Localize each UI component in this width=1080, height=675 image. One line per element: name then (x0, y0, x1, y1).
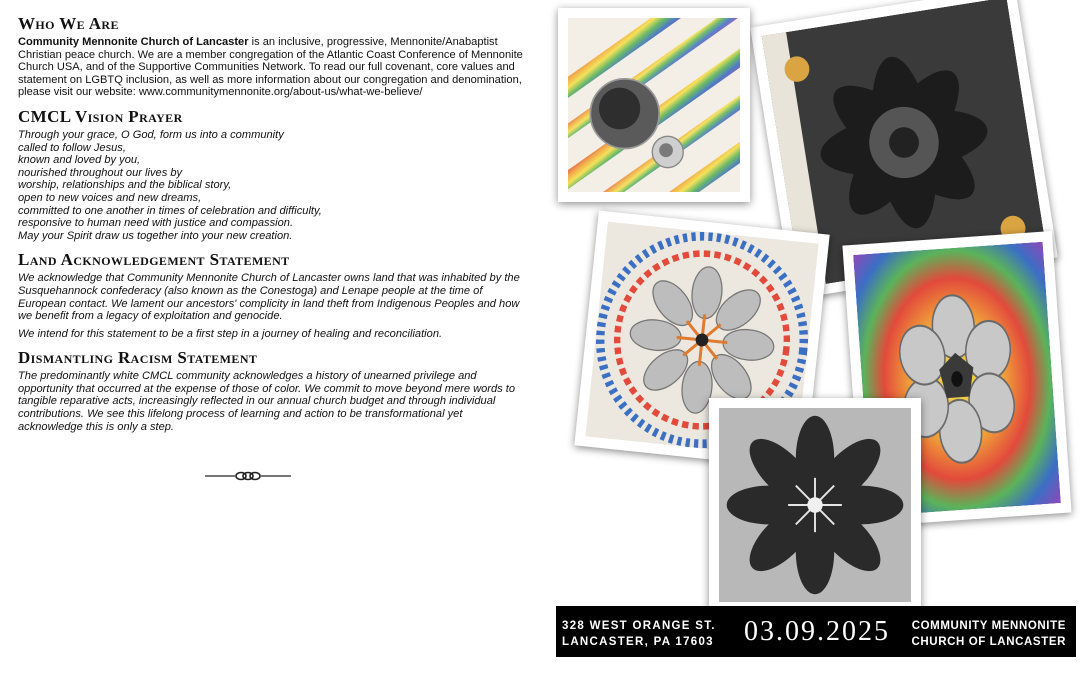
footer-band (556, 606, 1076, 657)
church-name-line-2: CHURCH OF LANCASTER (911, 636, 1066, 648)
prayer-line: known and loved by you, (18, 154, 141, 167)
vision-prayer-text (18, 129, 530, 242)
land-acknowledgement-text: We acknowledge that Community Mennonite Church of Lancaster owns land that was inhabited by the Susquehannock confederacy (also known as the Conestoga) and Lenape people at the time of European contact. We lament our ancestors' complicity in land theft from Indigenous Peoples and how we benefit from a legacy of exploitation and genocide. (18, 272, 520, 323)
address-line-2: LANCASTER, PA 17603 (562, 636, 714, 648)
dismantling-racism-heading: Dismantling Racism Statement (18, 348, 258, 368)
who-we-are-text (18, 36, 530, 99)
ornament-divider (205, 470, 291, 482)
service-date: 03.09.2025 (744, 616, 890, 647)
dark-star-image (719, 408, 911, 602)
prayer-line: committed to one another in times of celebration and difficulty, (18, 204, 322, 217)
prayer-line: responsive to human need with justice and compassion. (18, 217, 294, 230)
land-acknowledgement-heading: Land Acknowledgement Statement (18, 250, 290, 270)
prayer-line: May your Spirit draw us together into your new creation. (18, 229, 293, 242)
photo-rainbow-spheres (558, 8, 750, 202)
photo-dark-star (709, 398, 921, 612)
address-line-1: 328 WEST ORANGE ST. (562, 620, 716, 632)
text-column (18, 14, 530, 433)
prayer-line: worship, relationships and the biblical story, (18, 179, 232, 192)
vision-prayer-heading: CMCL Vision Prayer (18, 106, 183, 126)
prayer-line: nourished throughout our lives by (18, 166, 183, 179)
dismantling-racism-text: The predominantly white CMCL community acknowledges a history of unearned privilege and opportunity that occurred at the expense of those of color. We commit to move beyond mere words to tangible reparative acts, increasingly reflected in our annual church budget and through individual contributions. We see this lifelong process of learning and action to be transformational yet acknowledge this is only a step. (18, 370, 516, 433)
church-name-footer (911, 618, 1066, 650)
church-name-lead: Community Mennonite Church of Lancaster (18, 36, 249, 48)
who-we-are-heading: Who We Are (18, 14, 119, 33)
church-address (562, 618, 716, 650)
who-we-are-body: is an inclusive, progressive, Mennonite/Anabaptist Christian peace church. We are a member congregation of the Atlantic Coast Conference of Mennonite Church USA, and of the Supportive Communities Network. To read our full covenant, core values and statement on LGBTQ inclusion, as well as more information about our congregation and denomination, please visit our website: www.communitymennonite.org/about-us/what-we-believe/ (18, 36, 523, 99)
prayer-line: open to new voices and new dreams, (18, 191, 202, 204)
land-acknowledgement-closing: We intend for this statement to be a first step in a journey of healing and reconciliation. (18, 327, 443, 340)
prayer-line: Through your grace, O God, form us into a community (18, 128, 284, 141)
prayer-line: called to follow Jesus, (18, 141, 126, 154)
church-name-line-1: COMMUNITY MENNONITE (911, 620, 1066, 632)
rainbow-spheres-image (568, 18, 740, 192)
